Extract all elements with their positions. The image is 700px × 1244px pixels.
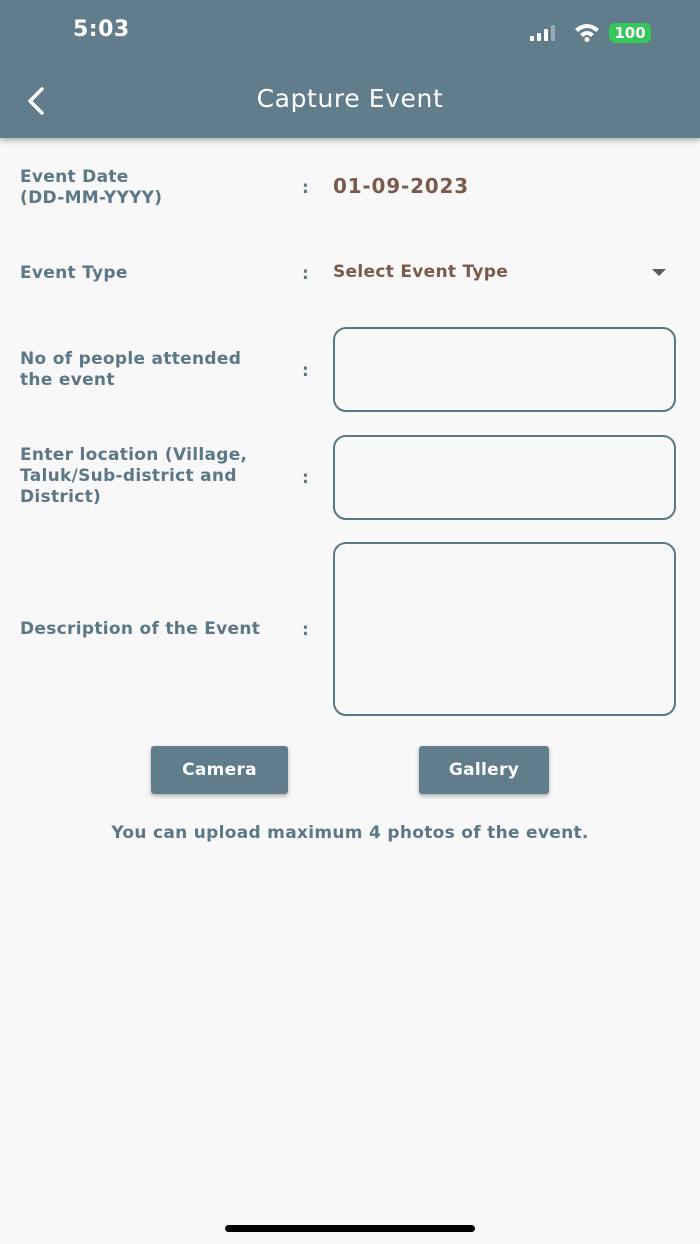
gallery-button[interactable]: Gallery [419,746,549,794]
wifi-icon [574,22,600,42]
people-attended-input[interactable] [333,327,676,412]
home-indicator[interactable] [225,1225,475,1232]
camera-button[interactable]: Camera [151,746,288,794]
status-time: 5:03 [73,17,130,42]
caret-down-icon [652,269,666,276]
location-label: Enter location (Village, Taluk/Sub-district and District) [20,445,248,507]
battery-indicator: 100 [609,23,651,43]
upload-limit-note: You can upload maximum 4 photos of the event. [111,823,589,843]
event-type-dropdown[interactable] [333,260,673,288]
cellular-signal-icon [528,24,562,44]
people-attended-separator: : [302,361,309,381]
description-separator: : [302,620,309,640]
app-header [0,0,700,138]
page-title: Capture Event [256,84,444,113]
event-date-label: Event Date (DD-MM-YYYY) [20,167,163,208]
event-type-separator: : [302,264,309,284]
description-label: Description of the Event [20,619,261,639]
event-date-separator: : [302,178,309,198]
people-attended-label: No of people attended the event [20,349,242,390]
event-type-label: Event Type [20,263,128,283]
location-input[interactable] [333,435,676,520]
description-textarea[interactable] [333,542,676,716]
location-separator: : [302,468,309,488]
event-date-value[interactable]: 01-09-2023 [333,174,469,198]
event-type-selected: Select Event Type [333,262,509,282]
